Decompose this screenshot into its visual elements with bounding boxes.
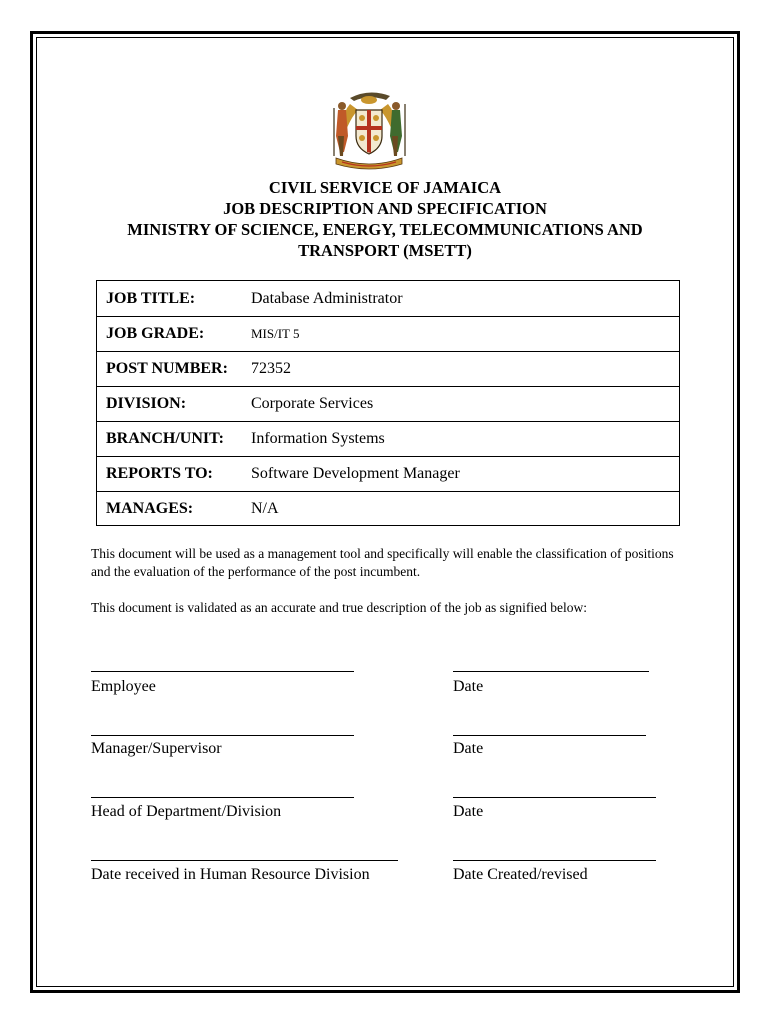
job-title-value: Database Administrator	[251, 289, 403, 307]
division-label: DIVISION:	[97, 387, 252, 422]
manager-date-label: Date	[453, 740, 484, 757]
head-date-label: Date	[453, 803, 484, 820]
table-row	[97, 387, 680, 422]
employee-signature-line[interactable]	[91, 671, 354, 672]
post-number-label: POST NUMBER:	[97, 352, 252, 387]
head-date-line[interactable]	[453, 797, 656, 798]
table-row	[97, 317, 680, 352]
manager-date-line[interactable]	[453, 735, 646, 736]
employee-date-line[interactable]	[453, 671, 649, 672]
heading-ministry: MINISTRY OF SCIENCE, ENERGY, TELECOMMUNICATIONS AND	[127, 220, 643, 239]
coat-of-arms-emblem	[328, 86, 410, 172]
table-row	[97, 281, 680, 317]
branch-unit-label: BRANCH/UNIT:	[97, 422, 252, 457]
reports-to-value: Software Development Manager	[251, 457, 680, 492]
job-title-label: JOB TITLE:	[106, 289, 196, 307]
table-row	[97, 422, 680, 457]
heading-ministry-cont: TRANSPORT (MSETT)	[298, 241, 472, 260]
employee-label: Employee	[91, 678, 156, 695]
table-row	[97, 352, 680, 387]
heading-civil-service: CIVIL SERVICE OF JAMAICA	[268, 178, 502, 197]
reports-to-label: REPORTS TO:	[97, 457, 252, 492]
job-grade-label: JOB GRADE:	[97, 317, 252, 352]
validation-paragraph: This document is validated as an accurate and true description of the job as signified below:	[91, 600, 587, 615]
head-of-department-label: Head of Department/Division	[91, 803, 282, 820]
manager-supervisor-label: Manager/Supervisor	[91, 740, 222, 757]
date-created-revised-label: Date Created/revised	[453, 866, 588, 883]
post-number-value: 72352	[251, 352, 680, 387]
employee-date-label: Date	[453, 678, 484, 695]
job-grade-value: MIS/IT 5	[251, 317, 680, 352]
hr-received-line[interactable]	[91, 860, 398, 861]
hr-received-label: Date received in Human Resource Division	[91, 866, 370, 883]
manager-signature-line[interactable]	[91, 735, 354, 736]
job-details-table	[96, 280, 680, 526]
branch-unit-value: Information Systems	[251, 422, 680, 457]
manages-label: MANAGES:	[97, 492, 252, 526]
heading-job-description: JOB DESCRIPTION AND SPECIFICATION	[223, 199, 547, 218]
table-row	[97, 492, 680, 526]
division-value: Corporate Services	[251, 387, 680, 422]
table-row	[97, 457, 680, 492]
purpose-paragraph: This document will be used as a management tool and specifically will enable the classification of positions and the evaluation of the performance of the post incumbent.	[91, 546, 674, 579]
head-signature-line[interactable]	[91, 797, 354, 798]
date-created-line[interactable]	[453, 860, 656, 861]
manages-value: N/A	[251, 492, 680, 526]
